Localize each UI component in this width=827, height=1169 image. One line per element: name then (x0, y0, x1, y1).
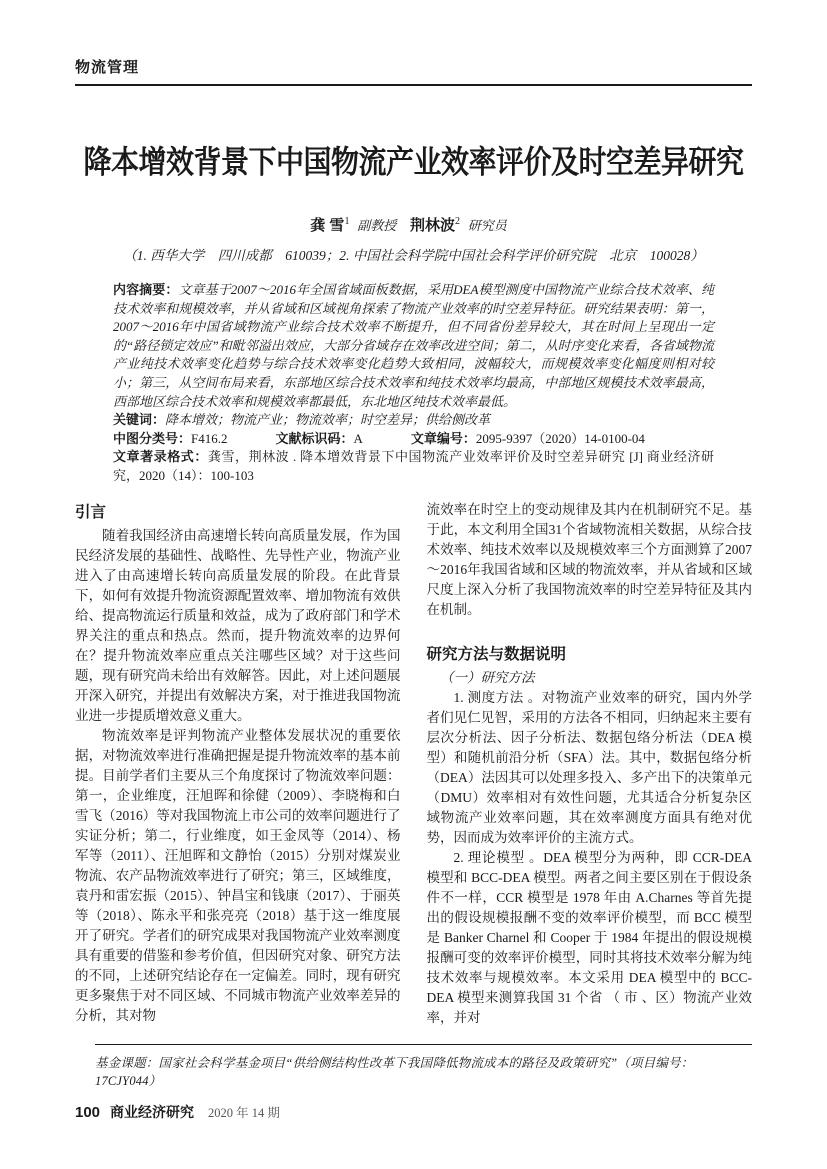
keywords-label: 关键词： (113, 412, 166, 428)
meta-block (113, 281, 714, 486)
clc-value: F416.2 (191, 430, 228, 446)
journal-name: 商业经济研究 (110, 1104, 195, 1120)
classification-line (113, 430, 714, 449)
section-label: 物流管理 (75, 59, 140, 76)
intro-heading: 引言 (75, 503, 107, 521)
funding-footnote: 基金课题：国家社会科学基金项目“供给侧结构性改革下我国降低物流成本的路径及政策研究”（项目编号：17CJY044） (95, 1055, 694, 1088)
left-column (75, 500, 401, 1028)
author-name: 龚 雪 (310, 217, 345, 234)
article-title: 降本增效背景下中国物流产业效率评价及时空差异研究 (83, 144, 744, 180)
author-role: 副教授 (357, 218, 397, 233)
author-superscript: 1 (344, 216, 350, 227)
keywords (113, 411, 714, 430)
author-superscript: 2 (454, 216, 460, 227)
header-rule (75, 84, 752, 86)
author-role: 研究员 (467, 218, 507, 233)
page-number: 100 (75, 1104, 101, 1121)
author-name: 荆林波 (409, 217, 455, 234)
body-paragraph-continued: 流效率在时空上的变动规律及其内在机制研究不足。基于此，本文利用全国31个省域物流相关数据，从综合技术效率、纯技术效率以及规模效率三个方面测算了2007～2016年我国省域和区域的物流效率，并从省域和区域尺度上深入分析了我国物流效率的时空差异特征及其内在机制。 (426, 501, 752, 617)
article-no-label: 文章编号： (410, 430, 476, 446)
citation-line (113, 448, 714, 485)
keywords-text: 降本增效；物流产业；物流效率；时空差异；供给侧改革 (165, 412, 491, 428)
footnote-rule (95, 1044, 752, 1045)
journal-issue: 2020 年 14 期 (208, 1106, 280, 1120)
citation-label: 文章著录格式： (113, 449, 208, 465)
methods-subheading: （一）研究方法 (440, 669, 535, 685)
page-footer (75, 1102, 280, 1122)
body-paragraph: 随着我国经济由高速增长转向高质量发展，作为国民经济发展的基础性、战略性、先导性产业，物流产业进入了由高速增长转向高质量发展的阶段。在此背景下，如何有效提升物流资源配置效率、增加物流有效供给、提高物流运行质量和效益，成为了政府部门和学术界关注的重点和热点。然而，提升物流效率的边界何在？提升物流效率应重点关注哪些区域？对于这些问题，现有研究尚未给出有效解答。因此，对上述问题展开深入研究，并提出有效解决方案，对于推进我国物流业进一步提质增效意义重大。 (75, 527, 401, 723)
body-columns (75, 500, 752, 1028)
citation-text: 龚雪，荆林波 . 降本增效背景下中国物流产业效率评价及时空差异研究 [J] 商业经济研究，2020（14）：100-103 (113, 449, 714, 483)
right-column (427, 500, 753, 1028)
author-line (75, 214, 752, 235)
doc-code-value: A (353, 430, 363, 446)
methods-heading: 研究方法与数据说明 (426, 645, 567, 663)
article-no-value: 2095-9397（2020）14-0100-04 (475, 430, 645, 446)
body-paragraph: 物流效率是评判物流产业整体发展状况的重要依据，对物流效率进行准确把握是提升物流效率的基本前提。目前学者们主要从三个角度探讨了物流效率问题：第一，企业维度，汪旭晖和徐健（2009）、李晓梅和白雪飞（2016）等对我国物流上市公司的效率问题进行了实证分析；第二，行业维度，如王金凤等（2014）、杨军等（2011）、汪旭晖和文静怡（2015）分别对煤炭业物流、农产品物流效率进行了研究；第三，区域维度，袁丹和雷宏振（2015）、钟昌宝和钱康（2017）、于丽英等（2018）、陈永平和张亮亮（2018）基于这一维度展开了研究。学者们的研究成果对我国物流产业效率测度具有重要的借鉴和参考价值，但因研究对象、研究方法的不同，上述研究结论存在一定偏差。同时，现有研究更多聚焦于对不同区域、不同城市物流产业效率差异的分析，其对物 (75, 727, 401, 1023)
affiliation-line: （1. 西华大学 四川成都 610039；2. 中国社会科学院中国社会科学评价研究院 北京 100028） (123, 248, 704, 263)
abstract-label: 内容摘要： (113, 282, 179, 297)
body-paragraph: 2. 理论模型 。DEA 模型分为两种，即 CCR-DEA 模型和 BCC-DEA 模型。两者之间主要区别在于假设条件不一样，CCR 模型是 1978 年由 A.Charnes 等首先提出的假设规模报酬不变的效率评价模型，而 BCC 模型是 Banker Charnel 和 Cooper 于 1984 年提出的假设规模报酬可变的效率评价模型，同时其将技术效率分解为纯技术效率与规模效率。本文采用 DEA 模型中的 BCC-DEA 模型来测算我国 31 个省 （ 市 、区）物流产业效率，并对 (426, 849, 752, 1025)
body-paragraph: 1. 测度方法 。对物流产业效率的研究，国内外学者们见仁见智，采用的方法各不相同，归纳起来主要有层次分析法、因子分析法、数据包络分析法（DEA 模型）和随机前沿分析（SFA）法。其中，数据包络分析（DEA）法因其可以处理多投入、多产出下的决策单元（DMU）效率相对有效性问题，尤其适合分析复杂区域物流产业效率问题，其在效率测度方面具有绝对优势，因而成为效率评价的主流方式。 (426, 689, 752, 845)
clc-label: 中图分类号： (113, 430, 192, 446)
abstract-text: 文章基于2007～2016年全国省域面板数据，采用DEA模型测度中国物流产业综合技术效率、纯技术效率和规模效率，并从省域和区域视角探索了物流产业效率的时空差异特征。研究结果表明：第一，2007～2016年中国省域物流产业综合技术效率不断提升，但不同省份差异较大，其在时间上呈现出一定的“路径锁定效应”和毗邻溢出效应，大部分省域存在效率改进空间；第二，从时序变化来看，各省域物流产业纯技术效率变化趋势与综合技术效率变化趋势大致相同，波幅较大，而规模效率变化幅度则相对较小；第三，从空间布局来看，东部地区综合技术效率和纯技术效率均最高，中部地区规模技术效率最高，西部地区综合技术效率和规模效率都最低，东北地区纯技术效率最低。 (113, 282, 714, 409)
doc-code-label: 文献标识码： (275, 430, 354, 446)
abstract (113, 281, 714, 411)
